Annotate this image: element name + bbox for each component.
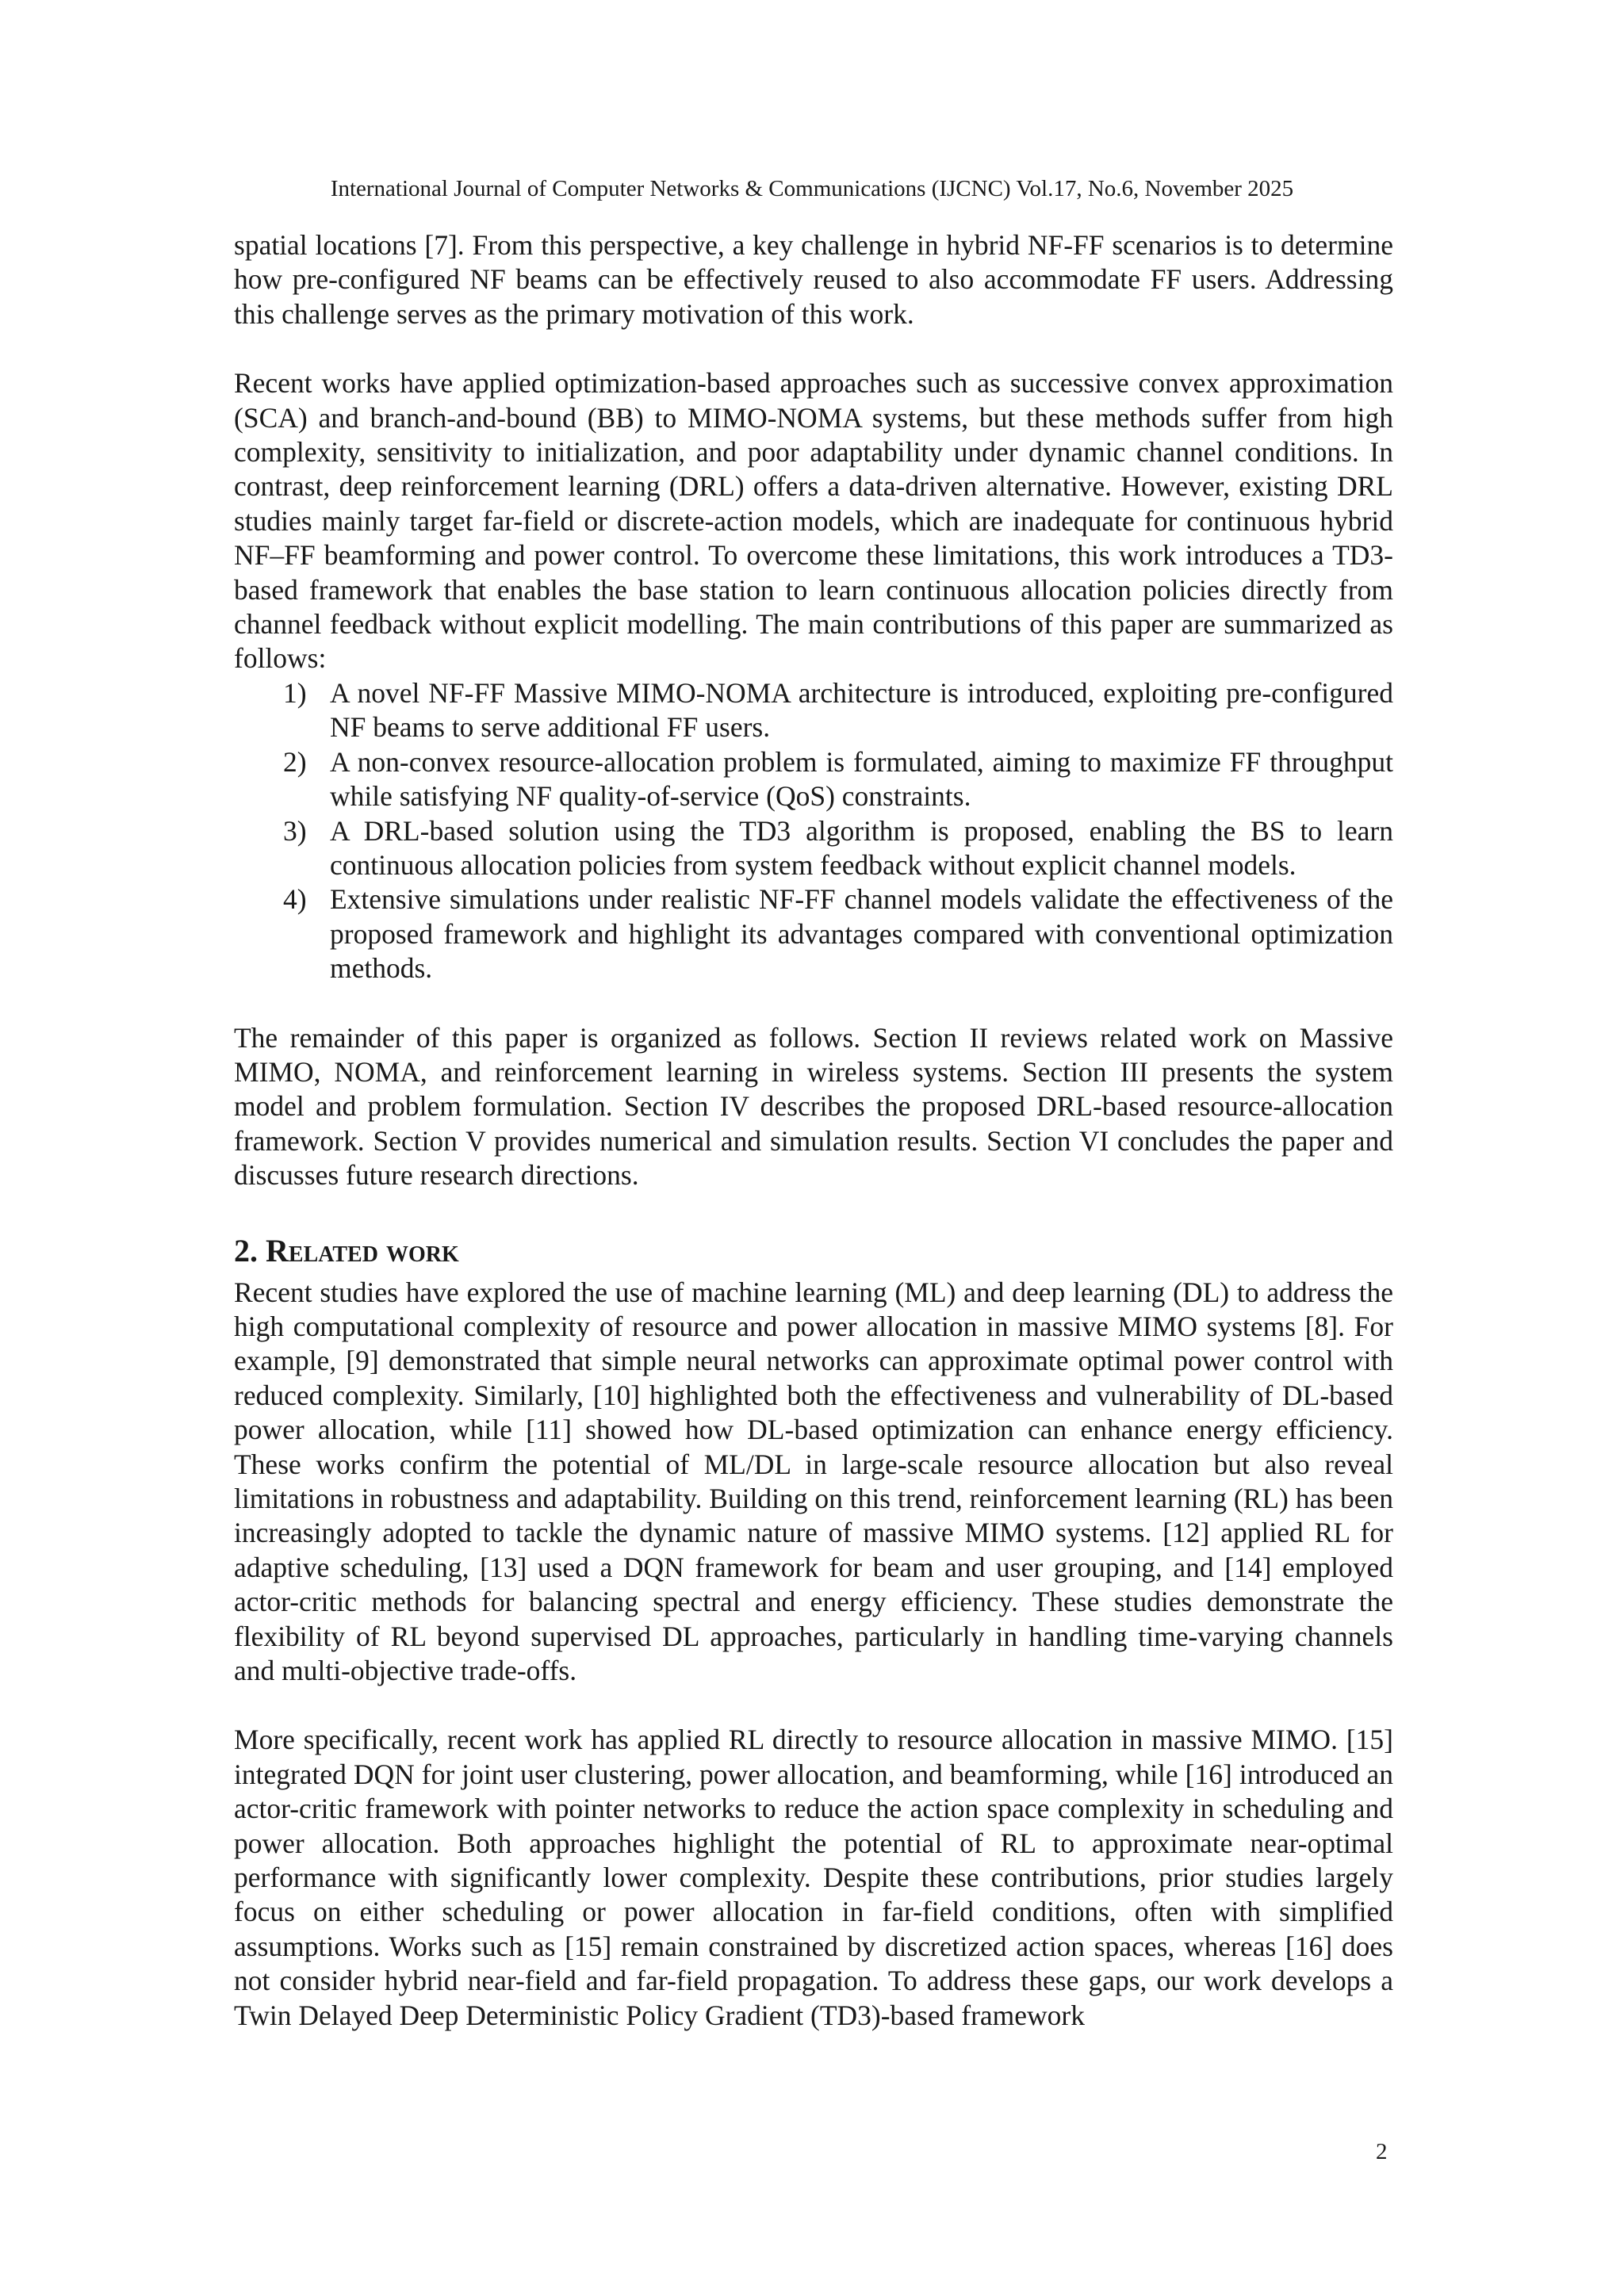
page-number: 2 — [1376, 2139, 1388, 2164]
list-item-text: Extensive simulations under realistic NF-FF channel models validate the effectiveness of the proposed framework and highlight its advantages compared with conventional optimization methods. — [330, 883, 1393, 985]
paragraph-motivation: spatial locations [7]. From this perspective, a key challenge in hybrid NF-FF scenarios is to determine how pre-configured NF beams can be effectively reused to also accommodate FF users. Addressing this challenge serves as the primary motivation of this work. — [234, 229, 1393, 330]
list-item-number: 1) — [283, 676, 307, 709]
list-item-text: A DRL-based solution using the TD3 algorithm is proposed, enabling the BS to learn continuous allocation policies from system feedback without explicit channel models. — [330, 814, 1393, 881]
list-item-number: 3) — [283, 814, 307, 847]
list-item-number: 4) — [283, 883, 307, 916]
contributions-list — [234, 676, 1393, 986]
page-content — [234, 228, 1393, 2033]
paragraph-prior-approaches: Recent works have applied optimization-based approaches such as successive convex approximation (SCA) and branch-and-bound (BB) to MIMO-NOMA systems, but these methods suffer from high complexity, sensitivity to initialization, and poor adaptability under dynamic channel conditions. In contrast, deep reinforcement learning (DRL) offers a data-driven alternative. However, existing DRL studies mainly target far-field or discrete-action models, which are inadequate for continuous hybrid NF–FF beamforming and power control. To overcome these limitations, this work introduces a TD3-based framework that enables the base station to learn continuous allocation policies directly from channel feedback without explicit modelling. The main contributions of this paper are summarized as follows: — [234, 367, 1393, 675]
list-item-number: 2) — [283, 745, 307, 778]
paragraph-organization: The remainder of this paper is organized as follows. Section II reviews related work on Massive MIMO, NOMA, and reinforcement learning in wireless systems. Section III presents the system model and problem formulation. Section IV describes the proposed DRL-based resource-allocation framework. Section V provides numerical and simulation results. Section VI concludes the paper and discusses future research directions. — [234, 1021, 1393, 1192]
list-item — [234, 745, 1393, 814]
paragraph-ml-dl-studies: Recent studies have explored the use of machine learning (ML) and deep learning (DL) to address the high computational complexity of resource and power allocation in massive MIMO systems [8]. For example, [9] demonstrated that simple neural networks can approximate optimal power control with reduced complexity. Similarly, [10] highlighted both the effectiveness and vulnerability of DL-based power allocation, while [11] showed how DL-based optimization can enhance energy efficiency. These works confirm the potential of ML/DL in large-scale resource allocation but also reveal limitations in robustness and adaptability. Building on this trend, reinforcement learning (RL) has been increasingly adopted to tackle the dynamic nature of massive MIMO systems. [12] applied RL for adaptive scheduling, [13] used a DQN framework for beam and user grouping, and [14] employed actor-critic methods for balancing spectral and energy efficiency. These studies demonstrate the flexibility of RL beyond supervised DL approaches, particularly in handling time-varying channels and multi-objective trade-offs. — [234, 1276, 1393, 1687]
paragraph-rl-resource-allocation: More specifically, recent work has applied RL directly to resource allocation in massive MIMO. [15] integrated DQN for joint user clustering, power allocation, and beamforming, while [16] introduced an actor-critic framework with pointer networks to reduce the action space complexity in scheduling and power allocation. Both approaches highlight the potential of RL to approximate near-optimal performance with significantly lower complexity. Despite these contributions, prior studies largely focus on either scheduling or power allocation in far-field conditions, often with simplified assumptions. Works such as [15] remain constrained by discretized action spaces, whereas [16] does not consider hybrid near-field and far-field propagation. To address these gaps, our work develops a Twin Delayed Deep Deterministic Policy Gradient (TD3)-based framework — [234, 1724, 1393, 2031]
section-heading-related-work — [234, 1231, 1393, 1271]
section-heading-rest: elated work — [288, 1232, 459, 1269]
section-heading-prefix: 2. R — [234, 1232, 289, 1269]
running-header: International Journal of Computer Networks & Communications (IJCNC) Vol.17, No.6, November 2025 — [330, 176, 1294, 201]
list-item-text: A non-convex resource-allocation problem is formulated, aiming to maximize FF throughput while satisfying NF quality-of-service (QoS) constraints. — [330, 745, 1393, 813]
list-item — [234, 676, 1393, 745]
list-item — [234, 814, 1393, 883]
list-item — [234, 882, 1393, 985]
list-item-text: A novel NF-FF Massive MIMO-NOMA architecture is introduced, exploiting pre-configured NF beams to serve additional FF users. — [330, 676, 1393, 744]
